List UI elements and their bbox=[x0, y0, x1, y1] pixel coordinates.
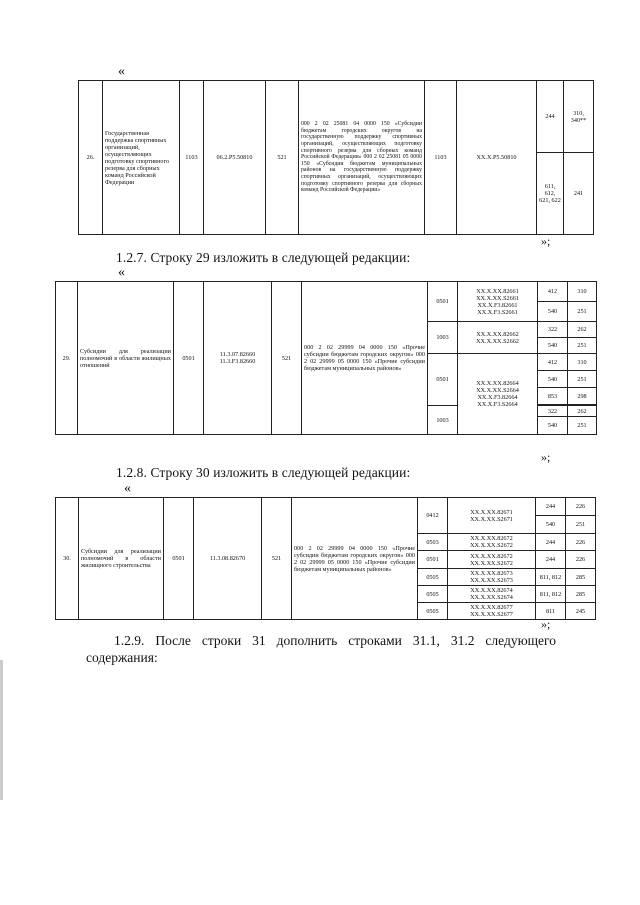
name-cell: Субсидии для реализации полномочий в области жилищных отношений bbox=[78, 282, 174, 435]
heading-1-2-7: 1.2.7. Строку 29 изложить в следующей редакции: bbox=[116, 250, 411, 265]
vr-a-cell: 244 bbox=[537, 81, 564, 153]
s3-kosgu: 226 bbox=[566, 551, 596, 569]
s1-rz: 0412 bbox=[418, 498, 448, 534]
s1-kosgu1: 226 bbox=[566, 498, 596, 516]
csr-cell: 11.3.08.82670 bbox=[194, 498, 262, 620]
g2-codes-cell: XX.X.XX.82662 XX.X.XX.S2662 bbox=[458, 322, 538, 354]
vr-cell: 521 bbox=[262, 498, 292, 620]
g3-rz-cell: 0501 bbox=[428, 354, 458, 406]
quote-open-3: « bbox=[124, 481, 131, 496]
heading-1-2-8: 1.2.8. Строку 30 изложить в следующей редакции: bbox=[116, 465, 411, 480]
s2-kosgu: 226 bbox=[566, 534, 596, 551]
paragraph-1-2-9 bbox=[86, 632, 556, 666]
kbk-cell: 000 2 02 29999 04 0000 150 «Прочие субсидии бюджетам городских округов» 000 2 02 29999 05 0000 150 «Прочие субсидии бюджетам муниципальных районов» bbox=[292, 498, 418, 620]
g1-codes-cell: XX.X.XX.82661 XX.X.XX.S2661 XX.X.F3.82661 XX.X.F3.S2661 bbox=[458, 282, 538, 322]
g1-kosgu1: 310 bbox=[568, 282, 597, 302]
s4-rz: 0505 bbox=[418, 569, 448, 586]
g2-kosgu2: 251 bbox=[568, 338, 597, 354]
g3-kosgu1: 310 bbox=[568, 354, 597, 371]
row-number: 29. bbox=[56, 282, 78, 435]
table-row-30 bbox=[55, 497, 596, 620]
s2-codes: XX.X.XX.82672 XX.X.XX.S2672 bbox=[448, 534, 536, 551]
s4-kosgu: 285 bbox=[566, 569, 596, 586]
g1-vr1: 412 bbox=[538, 282, 568, 302]
g3-vr1: 412 bbox=[538, 354, 568, 371]
s4-vr: 811, 812 bbox=[536, 569, 566, 586]
g2-kosgu1: 262 bbox=[568, 322, 597, 338]
g2-vr2: 540 bbox=[538, 338, 568, 354]
g3-kosgu3: 298 bbox=[568, 388, 597, 405]
s1-codes: XX.X.XX.82671 XX.X.XX.S2671 bbox=[448, 498, 536, 534]
s3-codes: XX.X.XX.82672 XX.X.XX.S2672 bbox=[448, 551, 536, 569]
csr-cell: 11.3.07.82660 11.3.F3.82660 bbox=[204, 282, 272, 435]
s1-kosgu2: 251 bbox=[566, 516, 596, 534]
kosgu-a-cell: 310, 340** bbox=[564, 81, 594, 153]
g1-vr2: 540 bbox=[538, 302, 568, 322]
g1-kosgu2: 251 bbox=[568, 302, 597, 322]
s3-vr: 244 bbox=[536, 551, 566, 569]
s2-vr: 244 bbox=[536, 534, 566, 551]
s3-rz: 0501 bbox=[418, 551, 448, 569]
g4-rz-cell: 1003 bbox=[428, 406, 458, 435]
g3-vr3: 853 bbox=[538, 388, 568, 405]
s5-rz: 0505 bbox=[418, 586, 448, 603]
s6-kosgu: 245 bbox=[566, 603, 596, 620]
s1-vr2: 540 bbox=[536, 516, 566, 534]
vr-cell: 521 bbox=[272, 282, 302, 435]
g1-rz-cell: 0501 bbox=[428, 282, 458, 322]
vr-b-cell: 611, 612, 621, 622 bbox=[537, 153, 564, 235]
rz-cell: 0501 bbox=[174, 282, 204, 435]
rz2-cell: 1103 bbox=[425, 81, 457, 235]
quote-open-2: « bbox=[118, 265, 125, 280]
g3-codes-cell: XX.X.XX.82664 XX.X.XX.S2664 XX.X.F3.82664 XX.X.F3.S2664 bbox=[458, 354, 538, 435]
s2-rz: 0503 bbox=[418, 534, 448, 551]
s5-kosgu: 285 bbox=[566, 586, 596, 603]
paragraph-line-2: содержания: bbox=[86, 650, 158, 665]
name-cell: Государственная поддержка спортивных организаций, осуществляющих подготовку спортивного резерва для сборных команд Российской Федерации bbox=[103, 81, 180, 235]
row-number: 30. bbox=[56, 498, 79, 620]
kbk-cell: 000 2 02 25081 04 0000 150 «Субсидии бюджетам городских округов на государственную поддержку спортивных организаций, осуществляющих подготовку спортивного резерва для сборных команд Российской Федерации» 000 2 02 25081 05 0000 150 «Субсидии бюджетам муниципальных районов на государственную поддержку спортивных организаций, осуществляющих подготовку спортивного резерва для сборных команд Российской Федерации» bbox=[299, 81, 425, 235]
g4-kosgu2: 251 bbox=[568, 417, 597, 435]
quote-close-3: »; bbox=[541, 617, 551, 631]
g4-vr1: 322 bbox=[538, 406, 568, 417]
s6-codes: XX.X.XX.82677 XX.X.XX.S2677 bbox=[448, 603, 536, 620]
quote-close-1: »; bbox=[541, 234, 551, 248]
s5-vr: 811, 812 bbox=[536, 586, 566, 603]
quote-open-1: « bbox=[118, 64, 125, 79]
g4-vr2: 540 bbox=[538, 417, 568, 435]
s6-vr: 811 bbox=[536, 603, 566, 620]
rz-cell: 1103 bbox=[180, 81, 204, 235]
g2-rz-cell: 1003 bbox=[428, 322, 458, 354]
vr-cell: 521 bbox=[266, 81, 299, 235]
s5-codes: XX.X.XX.82674 XX.X.XX.S2674 bbox=[448, 586, 536, 603]
s4-codes: XX.X.XX.82673 XX.X.XX.S2673 bbox=[448, 569, 536, 586]
g3-kosgu2: 251 bbox=[568, 371, 597, 388]
g3-vr2: 540 bbox=[538, 371, 568, 388]
s1-vr1: 244 bbox=[536, 498, 566, 516]
kbk-cell: 000 2 02 29999 04 0000 150 «Прочие субсидии бюджетам городских округов» 000 2 02 29999 05 0000 150 «Прочие субсидии бюджетам муниципальных районов» bbox=[302, 282, 428, 435]
csr-cell: 06.2.P5.50810 bbox=[204, 81, 266, 235]
table-row-29 bbox=[55, 281, 597, 435]
s6-rz: 0505 bbox=[418, 603, 448, 620]
table-row-26 bbox=[78, 80, 594, 235]
kosgu-b-cell: 241 bbox=[564, 153, 594, 235]
g2-vr1: 322 bbox=[538, 322, 568, 338]
name-cell: Субсидии для реализации полномочий в области жилищного строительства bbox=[79, 498, 164, 620]
quote-close-2: »; bbox=[541, 450, 551, 464]
scan-edge-shadow bbox=[0, 660, 3, 800]
paragraph-line-1: 1.2.9. После строки 31 дополнить строками 31.1, 31.2 следующего bbox=[114, 633, 556, 648]
csr2-cell: XX.X.P5.50810 bbox=[457, 81, 537, 235]
g4-kosgu1: 262 bbox=[568, 406, 597, 417]
row-number: 26. bbox=[79, 81, 103, 235]
rz-cell: 0501 bbox=[164, 498, 194, 620]
